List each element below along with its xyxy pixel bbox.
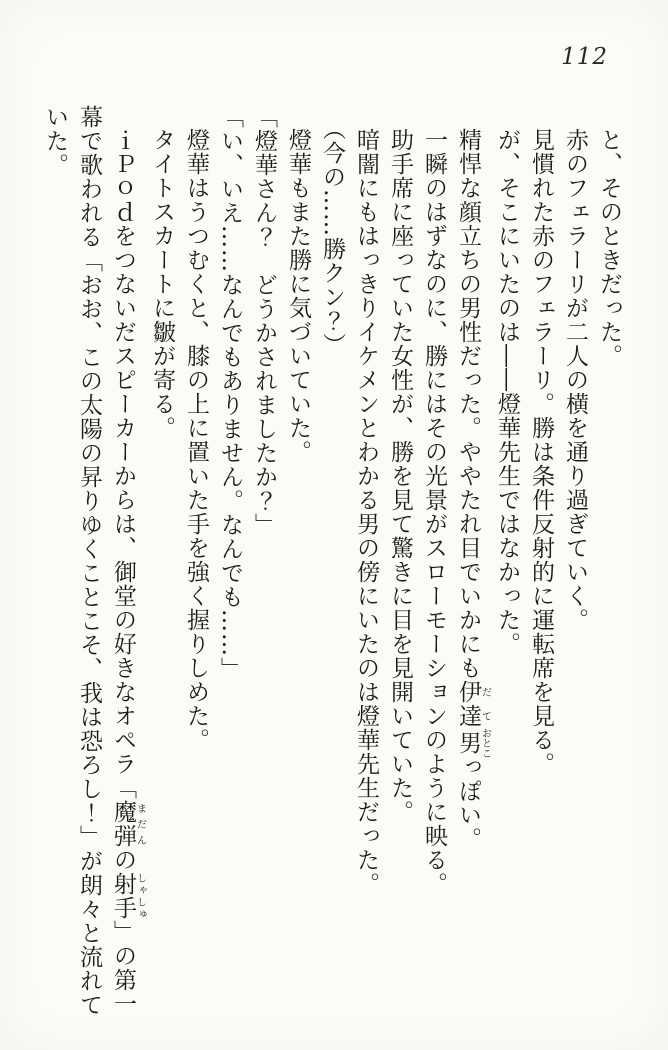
paragraph-1: と、そのときだった。 — [596, 128, 622, 368]
paragraph-14: タイトスカートに皺が寄る。 — [149, 128, 175, 440]
furigana-annotated-word: 魔弾まだん — [110, 800, 146, 848]
paragraph-12: 「い、いえ……なんでもありません。なんでも……」 — [217, 105, 243, 681]
paragraph-4: が、そこにいたのは――燈華先生ではなかった。 — [494, 128, 520, 656]
page-number: 112 — [561, 44, 608, 70]
paragraph-15: ｉＰｏｄをつないだスピーカーからは、御堂の好きなオペラ「魔弾まだんの射手しゃしゅ」の第一幕で歌われる「おお、この太陽の昇りゆくことこそ、我は恐ろし！」が朗々と流れていた。 — [42, 105, 146, 1017]
paragraph-5: 精悍な顔立ちの男性だった。ややたれ目でいかにも伊達だて男おとこっぽい。 — [455, 128, 491, 851]
paragraph-11: 「燈華さん？ どうかされましたか？」 — [251, 105, 277, 537]
paragraph-7: 助手席に座っていた女性が、勝を見て驚きに目を見開いていた。 — [387, 128, 413, 824]
paragraph-3: 見慣れた赤のフェラーリ。勝は条件反射的に運転席を見る。 — [528, 128, 554, 776]
paragraph-13: 燈華はうつむくと、膝の上に置いた手を強く握りしめた。 — [183, 128, 209, 752]
text-block — [38, 105, 626, 1017]
paragraph-9: （今の……勝クン？） — [319, 116, 345, 357]
paragraph-2: 赤のフェラーリが二人の横を通り過ぎていく。 — [562, 128, 588, 632]
paragraph-10: 燈華もまた勝に気づいていた。 — [285, 128, 311, 464]
furigana-annotated-word: 伊達だて — [455, 680, 491, 728]
paragraph-6: 一瞬のはずなのに、勝にはその光景がスローモーションのように映る。 — [421, 128, 447, 896]
paragraph-8: 暗闇にもはっきりイケメンとわかる男の傍にいたのは燈華先生だった。 — [353, 128, 379, 896]
furigana-annotated-word: 射手しゃしゅ — [110, 872, 146, 920]
furigana-annotated-word: 男おとこ — [455, 728, 491, 758]
